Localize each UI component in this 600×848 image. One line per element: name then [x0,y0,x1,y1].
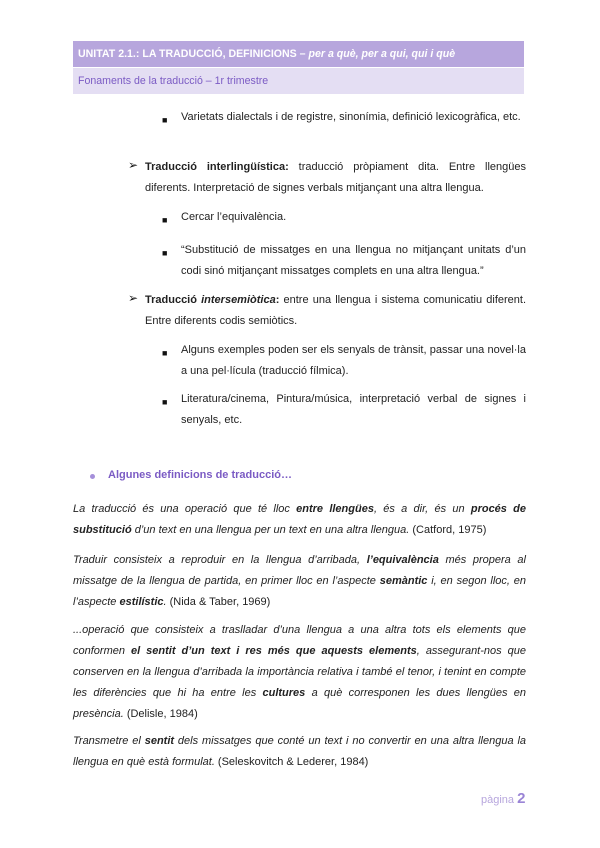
term-text: traducció pròpiament dita. Entre llengües diferents. Interpretació de signes verbals mitjançant una altra llengua. [145,161,526,194]
def-text: La traducció és una operació que té lloc [73,503,297,515]
def-text: Transmetre el [73,735,145,747]
def-citation: (Catford, 1975) [409,524,487,536]
course-subtitle: Fonaments de la traducció – 1r trimestre [73,68,524,94]
def-citation: (Delisle, 1984) [123,708,198,720]
term-text: entre una llengua i sistema comunicatiu diferent. Entre diferents codis semiòtics. [145,294,526,327]
unit-header [73,41,524,67]
definition-catford [73,499,526,541]
def-text: . [163,596,167,608]
page-number-value: 2 [517,790,526,807]
list-item: “Substitució de missatges en una llengua no mitjançant unitats d’un codi sinó mitjançant missatges complets en una altra llengua.” [181,244,526,277]
term: Traducció interlingüística: [145,161,289,173]
square-bullet-icon: ■ [162,348,168,358]
list-item: Cercar l’equivalència. [181,211,287,223]
def-text: d’un text en una llengua per un text en una altra llengua. [131,524,410,536]
page-label: pàgina [481,794,515,806]
def-emphasis: procés de substitució [73,503,527,536]
term-colon: : [275,294,280,306]
def-citation: (Seleskovitch & Lederer, 1984) [214,756,369,768]
unit-title: UNITAT 2.1.: LA TRADUCCIÓ, DEFINICIONS – [78,48,309,60]
section-title: Algunes definicions de traducció… [108,469,292,481]
def-emphasis: cultures [262,687,306,699]
def-text: Traduir consisteix a reproduir en la llengua d’arribada, [73,554,367,566]
square-bullet-icon: ■ [162,397,168,407]
square-bullet-icon: ■ [162,248,168,258]
arrow-bullet-icon: ➢ [128,291,139,305]
list-item: Alguns exemples poden ser els senyals de trànsit, passar una novel·la a una pel·lícula (traducció fílmica). [181,344,526,377]
list-item-interlinguistic [145,157,526,199]
list-item: Literatura/cinema, Pintura/música, interpretació verbal de signes i senyals, etc. [181,393,526,426]
list-item: Varietats dialectals i de registre, sinonímia, definició lexicogràfica, etc. [181,111,521,123]
def-emphasis: semàntic [379,575,428,587]
def-text: a què corresponen les dues llengües en presència. [73,687,526,720]
def-citation: (Nida & Taber, 1969) [166,596,271,608]
def-text: , assegurant-nos que conserven en la llengua d’arribada la importància relativa i també el tenor, i tenint en compte les diferències que hi ha entre les [73,645,526,699]
def-text: ...operació que consisteix a traslladar d’una llengua a una altra tots els elements que conformen [73,624,526,657]
def-emphasis: estilístic [119,596,164,608]
square-bullet-icon: ■ [162,215,168,225]
def-text: més propera al missatge de la llengua de partida, en primer lloc en l’aspecte [73,554,526,587]
definition-nida [73,550,526,613]
page-number [481,790,525,807]
list-item-intersemiotic [145,290,526,332]
def-text: , és a dir, és un [373,503,471,515]
definition-seleskovitch [73,731,526,773]
term-italic: intersemiòtica [201,294,276,306]
arrow-bullet-icon: ➢ [128,158,139,172]
square-bullet-icon: ■ [162,115,168,125]
def-emphasis: entre llengües [296,503,374,515]
def-emphasis: sentit [144,735,175,747]
def-text: dels missatges que conté un text i no convertir en una altra llengua la llengua en què està formulat. [73,735,527,768]
def-emphasis: el sentit d’un text i res més que aquests elements [130,645,417,657]
unit-title-italic: per a què, per a qui, qui i què [308,48,456,60]
term: Traducció [145,294,202,306]
round-bullet-icon [90,474,95,479]
def-emphasis: l’equivalència [366,554,439,566]
def-text: i, en segon lloc, en l’aspecte [73,575,526,608]
definition-delisle [73,620,526,725]
